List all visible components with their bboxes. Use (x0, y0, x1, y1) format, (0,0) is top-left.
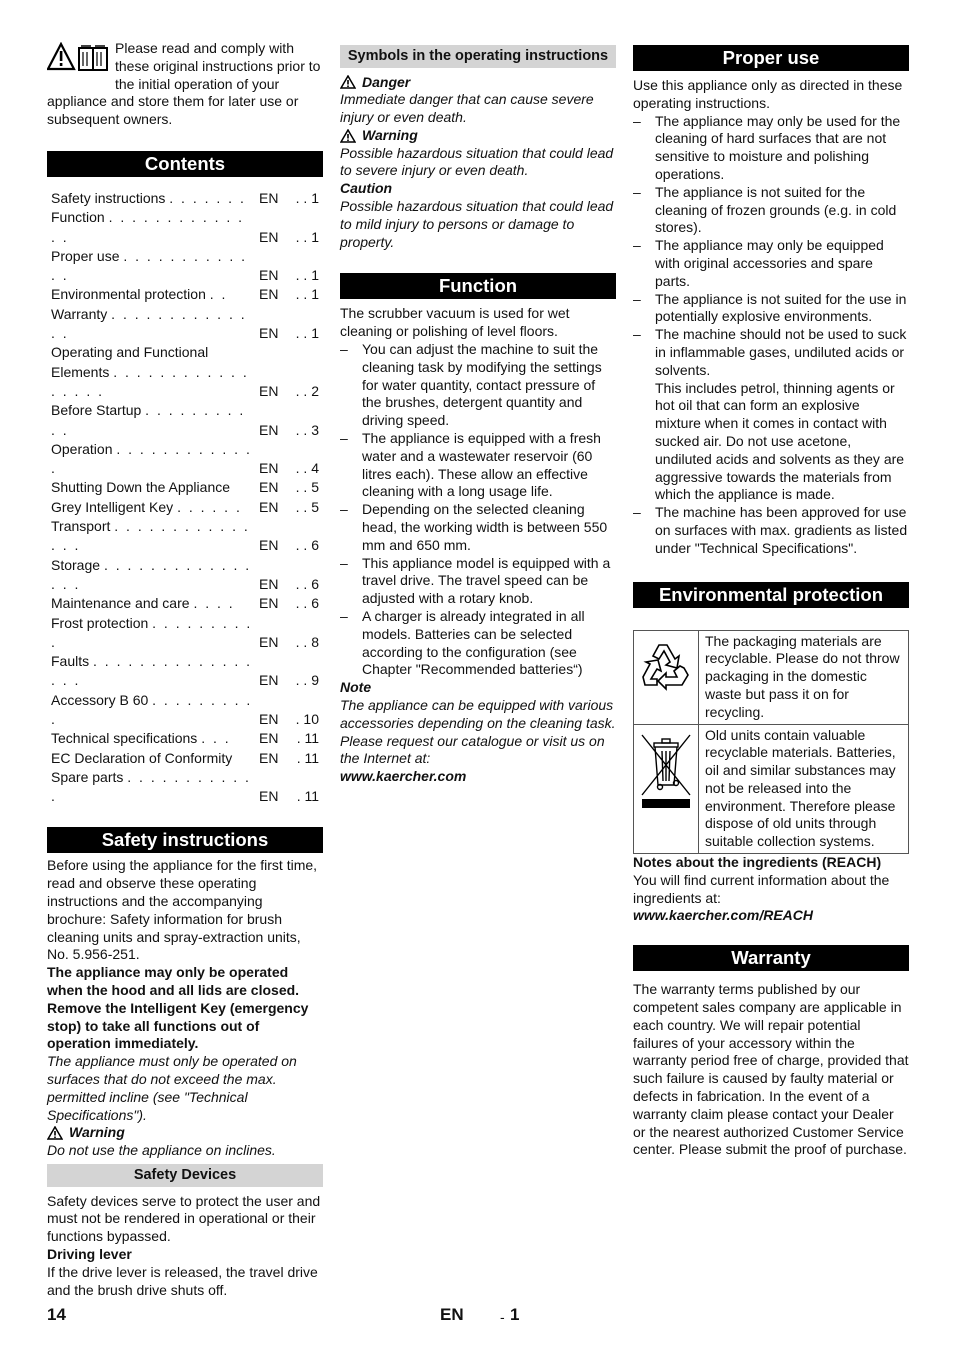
toc-page: . . 1 (295, 286, 319, 303)
toc-page: . 11 (296, 730, 319, 747)
symbols-heading: Symbols in the operating instructions (340, 45, 616, 68)
toc-language: EN (259, 325, 279, 342)
toc-dots: . . . . . . . . . . (51, 614, 253, 650)
toc-row[interactable] (47, 401, 323, 440)
note-text-2: Please request our catalogue or visit us on the Internet at: (340, 732, 605, 767)
toc-title-text: Transport (51, 518, 111, 535)
toc-page: . . 5 (295, 498, 319, 515)
toc-title (47, 498, 259, 517)
note-text-1: The appliance can be equipped with various accessories depending on the cleaning task. (340, 697, 616, 731)
toc-page: . . 6 (295, 537, 319, 554)
toc-language: EN (259, 479, 279, 496)
toc-title (47, 652, 259, 691)
function-heading: Function (340, 273, 616, 299)
toc-title (47, 729, 259, 748)
toc-row[interactable] (47, 440, 323, 479)
list-item: – The machine has been approved for use on surfaces with max. gradients as listed under "Technical Specifications". (633, 504, 909, 557)
toc-row[interactable] (47, 768, 323, 807)
proper-use-intro: Use this appliance only as directed in these operating instructions. (633, 77, 903, 111)
recycle-icon (641, 639, 691, 691)
toc-title (47, 285, 259, 304)
toc-language: EN (259, 730, 279, 747)
toc-dots: . . . (201, 730, 231, 747)
toc-language: EN (259, 421, 279, 438)
recycle-text: The packaging materials are recyclable. Please do not throw packaging in the domestic waste but pass it on for recycling. (699, 630, 909, 724)
toc-title-text: Frost protection (51, 614, 149, 631)
toc-title (47, 401, 259, 440)
note-url-link[interactable]: www.kaercher.com (340, 768, 467, 785)
toc-dots: . . . . . . . . . . . . . (51, 440, 252, 477)
toc-dots: . . . . . . . . . . . . . . (51, 209, 245, 245)
toc-title-text: Maintenance and care (51, 595, 190, 612)
toc-title-text: Grey Intelligent Key (51, 498, 174, 515)
toc-title-text: EC Declaration of Conformity (51, 749, 233, 766)
toc-title-text: Safety instructions (51, 189, 166, 206)
toc-title (47, 247, 259, 286)
toc-dots: . . . . . . . (169, 189, 246, 206)
driving-lever-text: If the drive lever is released, the travel drive and the brush drive shuts off. (47, 1263, 318, 1298)
toc-title-text: Technical specifications (51, 730, 198, 747)
toc-title-text: Proper use (51, 247, 120, 264)
toc-title (47, 749, 259, 768)
toc-title-text: Faults (51, 653, 90, 670)
toc-title-text: Warranty (51, 305, 108, 322)
footer-sub-page: 1 (510, 1305, 520, 1324)
symbols-warning-label (340, 127, 616, 145)
toc-title-text: Operating and Functional Elements (51, 344, 209, 380)
toc-page: . . 2 (295, 382, 319, 399)
toc-title-text: Storage (51, 556, 101, 573)
toc-dots: . . . . . . . . . . . . . . . (51, 518, 250, 554)
toc-title-text: Shutting Down the Appliance (51, 479, 231, 496)
toc-dots: . . . . . . . . . . (51, 691, 253, 727)
danger-label (340, 74, 616, 92)
safety-paragraph-1: Before using the appliance for the first time, read and observe these operating instructions and the accompanying brochure: Safety information for brush cleaning units and spray-extraction units, No. 5.956-251. (47, 857, 318, 963)
toc-page: . . 5 (295, 479, 319, 496)
toc-language: EN (259, 382, 279, 399)
toc-title (47, 517, 259, 556)
toc-language: EN (259, 267, 279, 284)
list-item: – A charger is already integrated in all models. Batteries can be selected according to the configuration (see Chapter "Recommended batteries“) (340, 608, 616, 679)
toc-page: . 11 (296, 749, 319, 766)
list-item: – This appliance model is equipped with a travel drive. The travel speed can be adjusted with a rotary knob. (340, 555, 616, 608)
safety-devices-text: Safety devices serve to protect the user and must not be rendered in operational or their functions bypassed. (47, 1192, 321, 1245)
contents-table (47, 189, 323, 807)
toc-dots: . . . . . . . . . . . . . . . . . (51, 363, 249, 399)
table-row (634, 630, 909, 724)
toc-title (47, 768, 259, 807)
warning-book-icon (47, 42, 111, 72)
driving-lever-label: Driving lever (47, 1245, 132, 1262)
toc-title-text: Spare parts (51, 768, 124, 785)
list-item-text: The machine should not be used to suck in inflammable gases, undiluted acids or solvents. (655, 326, 907, 378)
column-middle (340, 40, 616, 786)
toc-page: . . 1 (295, 325, 319, 342)
footer-sub-prefix: - (500, 1309, 505, 1325)
toc-page: . . 6 (295, 595, 319, 612)
recycle-cell (634, 630, 699, 724)
symbols-warning-label-text: Warning (362, 126, 418, 143)
warranty-heading: Warranty (633, 945, 909, 971)
toc-dots: . . . . . . . . . . . . . (51, 247, 248, 284)
toc-language: EN (259, 749, 279, 766)
toc-page: . 11 (296, 788, 319, 805)
intro-text: Please read and comply with these original instructions prior to the initial operation of your appliance and store them for later use or subsequent owners. (47, 40, 321, 128)
toc-row[interactable] (47, 729, 323, 748)
toc-row[interactable] (47, 343, 323, 401)
column-left (47, 40, 323, 1299)
toc-title (47, 614, 259, 653)
toc-language: EN (259, 286, 279, 303)
list-item: – The appliance may only be equipped with original accessories and spare parts. (633, 237, 909, 290)
toc-page: . . 9 (295, 672, 319, 689)
function-list (340, 341, 616, 679)
page-number: 14 (47, 1305, 66, 1324)
list-item: – You can adjust the machine to suit the cleaning task by modifying the settings for water quantity, contact pressure of the brushes, detergent quantity and driving speed. (340, 341, 616, 430)
toc-page: . . 1 (295, 267, 319, 284)
toc-language: EN (259, 711, 279, 727)
toc-dots: . . . . . . (177, 498, 242, 515)
intro-block (47, 40, 323, 129)
toc-row[interactable] (47, 498, 323, 517)
safety-devices-heading: Safety Devices (47, 1164, 323, 1187)
list-item (633, 326, 909, 504)
toc-title-text: Before Startup (51, 402, 142, 419)
toc-title-text: Accessory B 60 (51, 691, 149, 708)
warning-triangle-icon (47, 1126, 63, 1140)
toc-row[interactable] (47, 285, 323, 304)
danger-text: Immediate danger that can cause severe injury or even death. (340, 91, 594, 126)
symbols-warning-text: Possible hazardous situation that could lead to severe injury or even death. (340, 144, 614, 179)
toc-title (47, 478, 259, 497)
toc-dots: . . . . (193, 595, 235, 612)
danger-label-text: Danger (362, 73, 411, 90)
toc-page: . . 8 (295, 633, 319, 650)
proper-use-list (633, 113, 909, 558)
toc-dots: . . . . . . . . . . . . . . (51, 305, 247, 342)
toc-language: EN (259, 575, 279, 592)
toc-language: EN (259, 189, 279, 206)
toc-page: . . 1 (295, 228, 319, 245)
toc-row[interactable] (47, 305, 323, 344)
list-item: – Depending on the selected cleaning head, the working width is between 550 mm and 650 mm. (340, 501, 616, 554)
footer-language: EN (440, 1305, 464, 1324)
toc-title-text: Function (51, 209, 105, 226)
toc-dots: . . . . . . . . . . . . . . . . (51, 556, 252, 592)
toc-row[interactable] (47, 517, 323, 556)
toc-dots: . . . . . . . . . . . . . . . . . (51, 653, 253, 689)
toc-language: EN (259, 788, 279, 805)
toc-row[interactable] (47, 614, 323, 653)
toc-row[interactable] (47, 691, 323, 730)
list-item-extra: This includes petrol, thinning agents or hot oil that can form an explosive mixture when it comes in contact with sucked air. Do not use acetone, undiluted acids and solvents as they are aggressive towards the materials from which the appliance is made. (655, 379, 905, 503)
safety-warning-label (47, 1124, 323, 1142)
list-item: – The appliance is not suited for the use in potentially explosive environments. (633, 291, 909, 327)
warranty-text: The warranty terms published by our competent sales company are applicable in each country. We will repair potential failures of your accessory within the warranty period free of charge, provided that such failure is caused by faulty material or defects in fabrication. In the event of a warranty claim please contact your Dealer or the nearest authorized Customer Service center. Please submit the proof of purchase. (633, 981, 909, 1158)
note-label: Note (340, 679, 372, 696)
toc-page: . . 3 (295, 421, 319, 438)
toc-row[interactable] (47, 556, 323, 595)
toc-page: . 10 (295, 711, 319, 727)
reach-text: You will find current information about the ingredients at: (633, 871, 890, 906)
reach-label: Notes about the ingredients (REACH) (633, 854, 882, 871)
crossed-bin-icon (640, 733, 692, 811)
toc-page: . . 1 (295, 189, 319, 206)
toc-language: EN (259, 228, 279, 245)
safety-heading: Safety instructions (47, 827, 323, 853)
toc-row[interactable] (47, 749, 323, 768)
function-intro: The scrubber vacuum is used for wet cleaning or polishing of level floors. (340, 305, 570, 340)
toc-dots: . . . . . . . . . . . . (51, 768, 251, 805)
toc-row[interactable] (47, 478, 323, 497)
safety-paragraph-4: The appliance must only be operated on surfaces that do not exceed the max. permitted incline (see "Technical Specifications"). (47, 1053, 297, 1123)
safety-paragraph-2: The appliance may only be operated when the hood and all lids are closed. (47, 964, 300, 999)
list-item: – The appliance may only be used for the cleaning of hard surfaces that are not sensitive to moisture and polishing operations. (633, 113, 909, 184)
safety-paragraph-3: Remove the Intelligent Key (emergency stop) to take all functions out of operation immediately. (47, 999, 309, 1052)
toc-title (47, 440, 259, 479)
toc-dots: . . . . . . . . . . . (51, 402, 246, 438)
toc-language: EN (259, 537, 279, 554)
table-row (634, 724, 909, 854)
toc-row[interactable] (47, 594, 323, 613)
safety-warning-text-label: Warning (69, 1124, 125, 1141)
column-right (633, 40, 909, 1159)
toc-title (47, 305, 259, 344)
toc-language: EN (259, 672, 279, 689)
warning-triangle-icon (340, 129, 356, 143)
environment-table (633, 630, 909, 855)
toc-language: EN (259, 498, 279, 515)
toc-page: . . 6 (295, 575, 319, 592)
toc-dots: . . (209, 286, 228, 303)
toc-title (47, 189, 259, 208)
danger-triangle-icon (340, 75, 356, 89)
intro-icons (47, 42, 113, 76)
toc-page: . . 4 (295, 460, 319, 477)
caution-text: Possible hazardous situation that could lead to mild injury to persons or damage to property. (340, 198, 614, 250)
toc-row[interactable] (47, 208, 323, 247)
toc-language: EN (259, 633, 279, 650)
toc-language: EN (259, 460, 279, 477)
toc-title-text: Operation (51, 440, 113, 457)
toc-title-text: Environmental protection (51, 286, 206, 303)
reach-url-link[interactable]: www.kaercher.com/REACH (633, 907, 813, 924)
toc-row[interactable] (47, 189, 323, 208)
toc-title (47, 594, 259, 613)
toc-title (47, 208, 259, 247)
list-item: – The appliance is not suited for the cleaning of frozen grounds (e.g. in cold stores). (633, 184, 909, 237)
contents-heading: Contents (47, 151, 323, 177)
toc-title (47, 556, 259, 595)
toc-row[interactable] (47, 247, 323, 286)
caution-label: Caution (340, 180, 393, 197)
toc-title (47, 691, 259, 730)
proper-use-heading: Proper use (633, 45, 909, 71)
bin-cell (634, 724, 699, 854)
toc-title (47, 343, 259, 401)
safety-warning-text: Do not use the appliance on inclines. (47, 1142, 276, 1159)
toc-row[interactable] (47, 652, 323, 691)
list-item: – The appliance is equipped with a fresh water and a wastewater reservoir (60 litres each). These allow an effective cleaning with a long usage life. (340, 430, 616, 501)
bin-text: Old units contain valuable recyclable materials. Batteries, oil and similar substances may not be released into the environment. Therefore please dispose of old units through suitable collection systems. (699, 724, 909, 854)
toc-language: EN (259, 595, 279, 612)
environment-heading: Environmental protection (633, 582, 909, 608)
